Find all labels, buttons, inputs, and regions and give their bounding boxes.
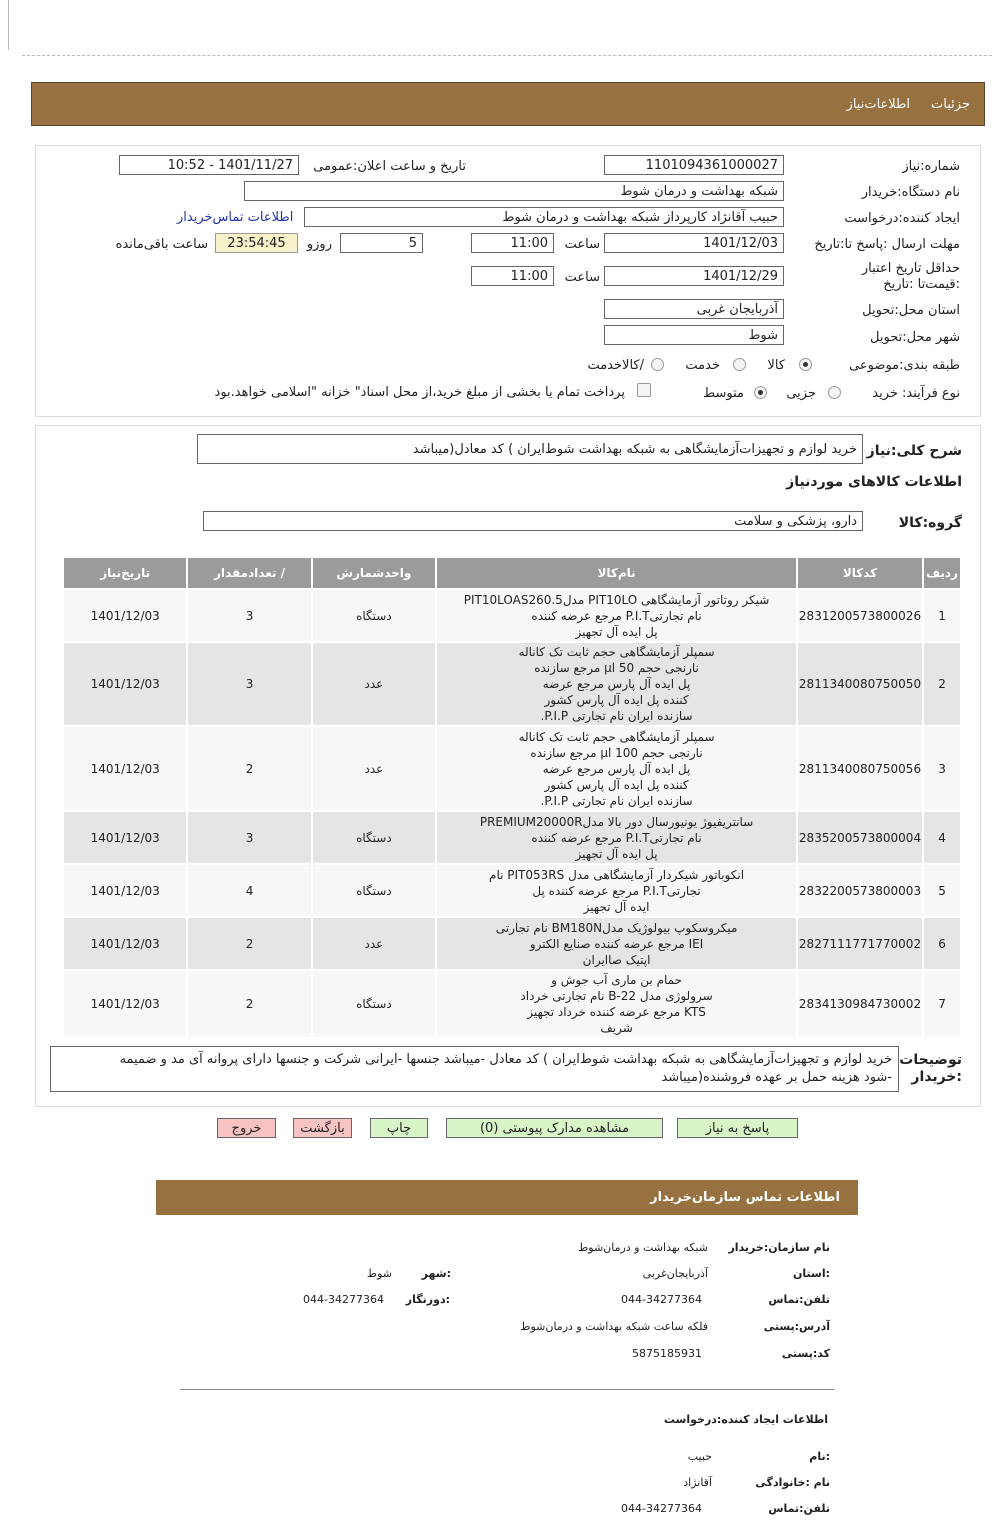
table-row[interactable]	[63, 726, 961, 811]
category-goods-radio[interactable]	[799, 358, 812, 371]
need-number-field: 1101094361000027	[604, 155, 784, 175]
row-code: 2831200573800026	[797, 589, 923, 642]
city-field: شوط	[604, 325, 784, 345]
print-button[interactable]: چاپ	[370, 1118, 428, 1138]
days-label: روزو	[306, 237, 332, 252]
buyer-notes-line1: خرید لوازم و تجهیزات‌آزمایشگاهی به شبکه بهداشت شوط‌ایران ) کد معادل -میباشد جنسها -ایرانی شرکت و جنسها دارای پروانه آی مد و ضمیمه	[119, 1052, 892, 1067]
creator-name-value: حبیب	[687, 1450, 712, 1463]
contact-city-label: :شهر	[421, 1267, 451, 1280]
creator-label: ایجاد کننده:درخواست	[844, 211, 960, 226]
row-name: سمپلر آزمایشگاهی حجم ثابت تک کاناله نارنجی حجم µl 100 مرجع سازنده پل ایده آل پارس مرجع عرضه کننده پل ایده آل پارس کشور سازنده ایران نام تجارتی P.I.P.	[436, 726, 797, 811]
goods-title: اطلاعات کالاهای موردنیاز	[786, 474, 962, 490]
table-row[interactable]	[63, 917, 961, 970]
contact-phone-value: 044-34277364	[621, 1293, 702, 1306]
tab-need-info[interactable]: اطلاعات‌نیاز	[846, 97, 910, 112]
remaining-label: ساعت باقی‌مانده	[115, 237, 208, 252]
validity-time-label: ساعت	[564, 270, 600, 285]
row-name: شیکر روتاتور آزمایشگاهی PIT10LO مدلPIT10LOAS260.5 نام تجارتیP.I.T مرجع عرضه کننده پل ایده آل تجهیز	[436, 589, 797, 642]
row-unit: عدد	[312, 917, 437, 970]
creator-name-label: :نام	[809, 1450, 830, 1463]
row-qty: 3	[187, 589, 311, 642]
row-code: 2811340080750050	[797, 642, 923, 726]
process-minor-radio[interactable]	[828, 386, 841, 399]
row-unit: عدد	[312, 726, 437, 811]
province-field: آذربایجان غربی	[604, 299, 784, 319]
buyer-contact-link[interactable]: اطلاعات تماس‌خریدار	[177, 210, 294, 225]
table-row[interactable]	[63, 970, 961, 1038]
buyer-notes-box	[50, 1046, 899, 1092]
table-row[interactable]	[63, 642, 961, 726]
row-name: سانتریفیوژ یونیورسال دور بالا مدلPREMIUM20000R نام تجارتیP.I.T مرجع عرضه کننده پل ایده آل تجهیز	[436, 811, 797, 864]
tab-details[interactable]: جزئیات	[931, 97, 970, 112]
col-unit: واحدشمارش	[312, 557, 437, 589]
contact-fax-label: :دورنگار	[405, 1293, 450, 1306]
goods-group-field: دارو، پزشکی و سلامت	[203, 511, 863, 531]
row-date: 1401/12/03	[63, 864, 187, 917]
process-minor-label: جزیی	[786, 386, 816, 401]
deadline-date-field: 1401/12/03	[604, 233, 784, 253]
contact-divider	[180, 1389, 834, 1390]
row-unit: عدد	[312, 642, 437, 726]
row-name: انکوباتور شیکردار آزمایشگاهی مدل PIT053RS نام تجارتیP.I.T مرجع عرضه کننده پل ایده آل تجهیز	[436, 864, 797, 917]
row-qty: 3	[187, 642, 311, 726]
contact-org-label: نام سازمان:خریدار	[728, 1241, 830, 1254]
col-qty: / تعدادمقدار	[187, 557, 311, 589]
row-unit: دستگاه	[312, 970, 437, 1038]
row-qty: 2	[187, 726, 311, 811]
deadline-time-field: 11:00	[471, 233, 554, 253]
row-name: میکروسکوپ بیولوژیک مدلBM180N نام تجارتی IEI مرجع عرضه کننده صنایع الکترو اپتیک صاایران	[436, 917, 797, 970]
validity-date-field: 1401/12/29	[604, 266, 784, 286]
contact-title: اطلاعات تماس سازمان‌خریدار	[650, 1190, 840, 1205]
announce-date-field: 1401/11/27 - 10:52	[119, 155, 299, 175]
process-medium-radio[interactable]	[754, 386, 767, 399]
contact-province-label: :استان	[793, 1267, 830, 1280]
row-qty: 2	[187, 970, 311, 1038]
category-service-radio[interactable]	[733, 358, 746, 371]
row-date: 1401/12/03	[63, 917, 187, 970]
table-row[interactable]	[63, 811, 961, 864]
contact-province-value: آذربایجان‌غربی	[642, 1267, 708, 1280]
table-row[interactable]	[63, 864, 961, 917]
validity-label: حداقل تاریخ اعتبار :قیمت‌تا :تاریخ	[861, 261, 960, 292]
row-qty: 3	[187, 811, 311, 864]
back-button[interactable]: بازگشت	[293, 1118, 352, 1138]
deadline-label: مهلت ارسال :پاسخ تا:تاریخ	[814, 237, 960, 252]
row-code: 2834130984730002	[797, 970, 923, 1038]
creator-family-label: نام :خانوادگی	[755, 1476, 830, 1489]
buyer-org-field: شبکه بهداشت و درمان شوط	[244, 181, 784, 201]
row-number: 7	[923, 970, 961, 1038]
category-service-label: خدمت	[685, 358, 720, 373]
left-rule	[8, 0, 9, 50]
treasury-payment-checkbox[interactable]	[637, 383, 651, 397]
row-code: 2827111771770002	[797, 917, 923, 970]
row-code: 2832200573800003	[797, 864, 923, 917]
row-number: 5	[923, 864, 961, 917]
row-unit: دستگاه	[312, 864, 437, 917]
contact-address-label: آدرس:پستی	[763, 1320, 830, 1333]
row-number: 6	[923, 917, 961, 970]
row-number: 3	[923, 726, 961, 811]
row-unit: دستگاه	[312, 589, 437, 642]
days-field: 5	[340, 233, 423, 253]
buyer-notes-label: توضیحات :خریدار	[899, 1052, 962, 1085]
goods-group-label: گروه:کالا	[898, 515, 962, 531]
contact-phone-label: تلفن:تماس	[768, 1293, 830, 1306]
col-code: کدکالا	[797, 557, 923, 589]
creator-phone-label: تلفن:تماس	[768, 1502, 830, 1515]
row-code: 2811340080750056	[797, 726, 923, 811]
col-name: نام‌کالا	[436, 557, 797, 589]
creator-info-title: اطلاعات ایجاد کننده:درخواست	[663, 1413, 828, 1426]
row-date: 1401/12/03	[63, 589, 187, 642]
announce-date-label: تاریخ و ساعت اعلان:عمومی	[313, 159, 466, 174]
validity-time-field: 11:00	[471, 266, 554, 286]
row-number: 4	[923, 811, 961, 864]
creator-family-value: آقانژاد	[683, 1476, 712, 1489]
deadline-time-label: ساعت	[564, 237, 600, 252]
goods-table	[62, 556, 962, 1039]
row-date: 1401/12/03	[63, 970, 187, 1038]
tab-bar	[31, 82, 985, 126]
col-date: تاریخ‌نیاز	[63, 557, 187, 589]
buyer-org-label: نام دستگاه:خریدار	[861, 185, 960, 200]
city-label: شهر محل:تحویل	[870, 330, 960, 345]
category-goods-label: کالا	[767, 358, 785, 373]
row-name: سمپلر آزمایشگاهی حجم ثابت تک کاناله نارنجی حجم µl 50 مرجع سازنده پل ایده آل پارس مرجع عرضه کننده پل ایده آل پارس کشور سازنده ایران نام تجارتی P.I.P.	[436, 642, 797, 726]
row-number: 1	[923, 589, 961, 642]
row-code: 2835200573800004	[797, 811, 923, 864]
contact-postal-label: کد:پستی	[781, 1347, 830, 1360]
remaining-timer: 23:54:45	[215, 233, 298, 253]
contact-postal-value: 5875185931	[632, 1347, 702, 1360]
view-attachments-button[interactable]: مشاهده مدارک پیوستی (0)	[446, 1118, 663, 1138]
province-label: استان محل:تحویل	[862, 303, 960, 318]
row-date: 1401/12/03	[63, 811, 187, 864]
process-medium-label: متوسط	[703, 386, 744, 401]
creator-phone-value: 044-34277364	[621, 1502, 702, 1515]
category-label: طبقه بندی:موضوعی	[849, 358, 960, 373]
category-goods-service-radio[interactable]	[651, 358, 664, 371]
row-name: حمام بن ماری آب جوش و سرولوژی مدل B-22 نام تجارتی خرداد KTS مرجع عرضه کننده خرداد تجهیز شریف	[436, 970, 797, 1038]
row-qty: 4	[187, 864, 311, 917]
separator-line	[22, 55, 992, 56]
contact-header	[156, 1180, 858, 1215]
row-unit: دستگاه	[312, 811, 437, 864]
contact-city-value: شوط	[366, 1267, 392, 1280]
category-goods-service-label: /کالاخدمت	[587, 358, 644, 373]
reply-button[interactable]: پاسخ به نیاز	[677, 1118, 798, 1138]
summary-label: شرح کلی:نیاز	[866, 443, 962, 459]
buyer-notes-line2: -شود هزینه حمل بر عهده فروشنده(میباشد	[661, 1070, 892, 1085]
col-row: ردیف	[923, 557, 961, 589]
contact-address-value: فلکه ساعت شبکه بهداشت و درمان‌شوط	[520, 1320, 708, 1333]
table-row[interactable]	[63, 589, 961, 642]
need-number-label: شماره:نیاز	[902, 159, 960, 174]
creator-field: حبیب آقانژاد کارپرداز شبکه بهداشت و درمان شوط	[304, 207, 784, 227]
row-date: 1401/12/03	[63, 642, 187, 726]
row-number: 2	[923, 642, 961, 726]
row-date: 1401/12/03	[63, 726, 187, 811]
process-label: نوع فرآیند: خرید	[872, 386, 960, 401]
table-header-row	[63, 557, 961, 589]
contact-fax-value: 044-34277364	[303, 1293, 384, 1306]
row-qty: 2	[187, 917, 311, 970]
treasury-payment-note: پرداخت تمام یا بخشی از مبلغ خرید،از محل اسناد" خزانه "اسلامی خواهد.بود	[214, 385, 625, 400]
contact-org-value: شبکه بهداشت و درمان‌شوط	[578, 1241, 708, 1254]
exit-button[interactable]: خروج	[217, 1118, 276, 1138]
summary-field: خرید لوازم و تجهیزات‌آزمایشگاهی به شبکه بهداشت شوط‌ایران ) کد معادل(میباشد	[197, 434, 863, 464]
